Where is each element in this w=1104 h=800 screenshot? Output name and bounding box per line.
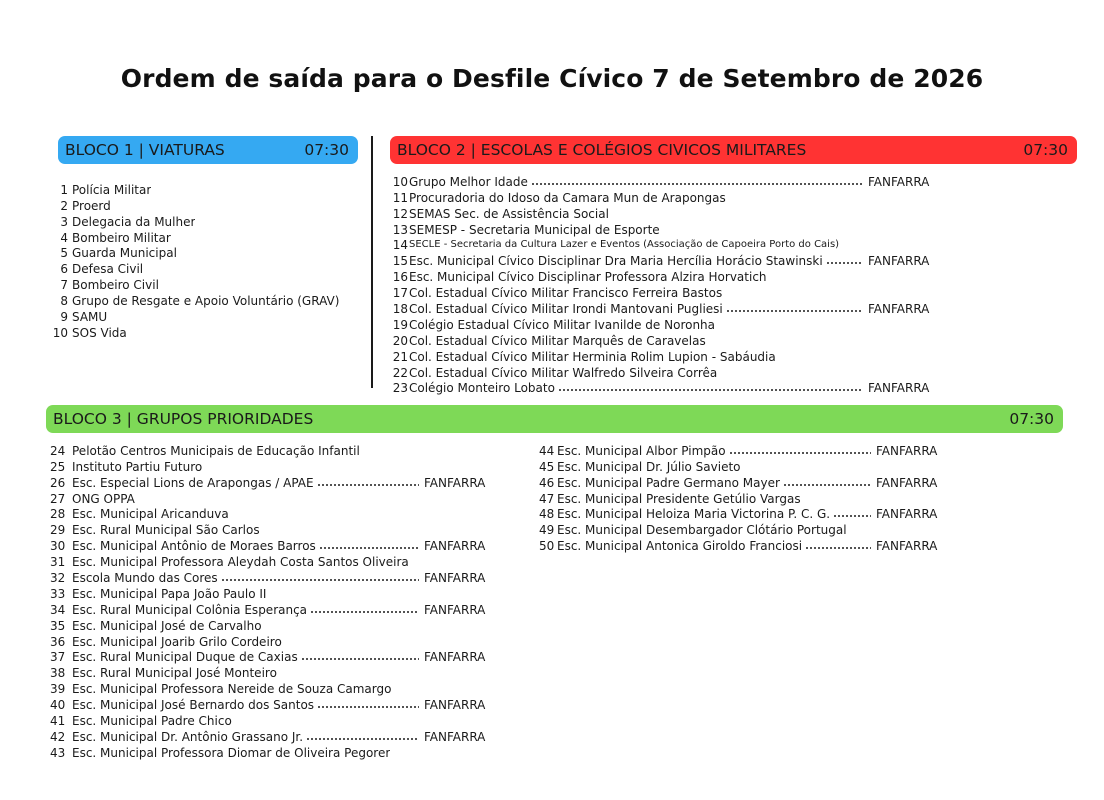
dotted-leader: [531, 183, 863, 185]
list-item: [46, 602, 485, 618]
item-number: 5: [60, 246, 68, 261]
fanfarra-tag: FANFARRA: [424, 729, 486, 744]
item-number: 9: [60, 310, 68, 325]
item-number: 2: [60, 198, 68, 213]
item-name: Esc. Municipal Professora Aleydah Costa Santos Oliveira: [72, 555, 409, 570]
bloco-3-list-left: [46, 443, 485, 761]
item-name: Esc. Municipal Presidente Getúlio Vargas: [557, 491, 801, 506]
bloco-2-time: 07:30: [1023, 141, 1068, 159]
item-number: 14: [392, 238, 408, 253]
item-number: 13: [392, 222, 408, 237]
dotted-leader: [301, 658, 419, 660]
item-name: Escola Mundo das Cores: [72, 571, 218, 586]
fanfarra-tag: FANFARRA: [876, 507, 938, 522]
item-name: Esc. Especial Lions de Arapongas / APAE: [72, 475, 314, 490]
item-name: Esc. Municipal Joarib Grilo Cordeiro: [72, 634, 282, 649]
item-number: 49: [539, 523, 555, 538]
item-number: 37: [50, 650, 66, 665]
item-name: Esc. Rural Municipal Duque de Caxias: [72, 650, 298, 665]
item-name: Col. Estadual Cívico Militar Walfredo Silveira Corrêa: [409, 365, 718, 380]
item-number: 10: [392, 174, 408, 189]
item-number: 41: [50, 714, 66, 729]
dotted-leader: [558, 389, 863, 391]
list-item: [46, 475, 485, 491]
list-item: [46, 681, 485, 697]
fanfarra-tag: FANFARRA: [868, 254, 930, 269]
item-number: 15: [392, 254, 408, 269]
list-item: [388, 206, 929, 222]
item-name: Colégio Monteiro Lobato: [409, 381, 555, 396]
item-number: 38: [50, 666, 66, 681]
item-number: 24: [50, 443, 66, 458]
list-item: [46, 570, 485, 586]
list-item: [46, 665, 485, 681]
item-number: 36: [50, 634, 66, 649]
list-item: [46, 507, 485, 523]
item-name: Esc. Municipal Heloiza Maria Victorina P. C. G.: [557, 507, 831, 522]
list-item: [52, 198, 339, 214]
item-name: Esc. Rural Municipal José Monteiro: [72, 666, 277, 681]
fanfarra-tag: FANFARRA: [424, 475, 486, 490]
bloco-1-header: [58, 136, 358, 164]
dotted-leader: [805, 547, 871, 549]
list-item: [388, 317, 929, 333]
item-name: Esc. Municipal Antonica Giroldo Franciosi: [557, 539, 803, 554]
bloco-2-header: [390, 136, 1077, 164]
dotted-leader: [729, 452, 871, 454]
item-number: 48: [539, 507, 555, 522]
item-number: 40: [50, 698, 66, 713]
item-number: 32: [50, 571, 66, 586]
list-item: [388, 238, 929, 254]
dotted-leader: [317, 484, 419, 486]
list-item: [536, 459, 937, 475]
list-item: [46, 522, 485, 538]
item-name: Esc. Municipal Antônio de Moraes Barros: [72, 539, 316, 554]
item-name: SECLE - Secretaria da Cultura Lazer e Eventos (Associação de Capoeira Porto do Cais): [409, 239, 840, 251]
fanfarra-tag: FANFARRA: [876, 443, 938, 458]
item-name: Esc. Rural Municipal Colônia Esperança: [72, 602, 308, 617]
item-name: ONG OPPA: [72, 491, 135, 506]
dotted-leader: [221, 579, 419, 581]
item-number: 44: [539, 443, 555, 458]
list-item: [388, 269, 929, 285]
item-name: Grupo Melhor Idade: [409, 174, 528, 189]
list-item: [46, 729, 485, 745]
item-number: 50: [539, 539, 555, 554]
bloco-1-time: 07:30: [304, 141, 349, 159]
list-item: [52, 214, 339, 230]
dotted-leader: [783, 484, 871, 486]
fanfarra-tag: FANFARRA: [876, 475, 938, 490]
item-name: Esc. Municipal Professora Nereide de Souza Camargo: [72, 682, 392, 697]
item-name: Esc. Municipal José Bernardo dos Santos: [72, 698, 315, 713]
item-number: 18: [392, 302, 408, 317]
item-number: 29: [50, 523, 66, 538]
list-item: [388, 174, 929, 190]
dotted-leader: [317, 706, 419, 708]
item-number: 21: [392, 349, 408, 364]
item-number: 22: [392, 365, 408, 380]
list-item: [52, 182, 339, 198]
item-name: Col. Estadual Cívico Militar Irondi Mantovani Pugliesi: [409, 302, 723, 317]
item-name: Polícia Militar: [72, 182, 152, 197]
item-number: 47: [539, 491, 555, 506]
item-name: Pelotão Centros Municipais de Educação Infantil: [72, 443, 360, 458]
item-name: Proerd: [72, 198, 111, 213]
list-item: [536, 475, 937, 491]
item-name: Col. Estadual Cívico Militar Herminia Rolim Lupion - Sabáudia: [409, 349, 776, 364]
bloco-2-list: [388, 174, 929, 396]
item-name: Grupo de Resgate e Apoio Voluntário (GRAV): [72, 294, 340, 309]
item-number: 4: [60, 230, 68, 245]
item-name: Esc. Municipal Aricanduva: [72, 507, 229, 522]
item-number: 7: [60, 278, 68, 293]
item-name: Colégio Estadual Cívico Militar Ivanilde de Noronha: [409, 317, 716, 332]
list-item: [388, 349, 929, 365]
dotted-leader: [310, 611, 419, 613]
item-number: 35: [50, 618, 66, 633]
list-item: [388, 285, 929, 301]
item-number: 17: [392, 286, 408, 301]
list-item: [46, 459, 485, 475]
item-name: SAMU: [72, 310, 108, 325]
item-name: SEMESP - Secretaria Municipal de Esporte: [409, 222, 660, 237]
list-item: [46, 697, 485, 713]
bloco-1-label: BLOCO 1 | VIATURAS: [65, 141, 225, 159]
list-item: [388, 190, 929, 206]
list-item: [52, 293, 339, 309]
bloco-3-header: [46, 405, 1063, 433]
list-item: [388, 381, 929, 397]
item-number: 3: [60, 214, 68, 229]
item-number: 33: [50, 586, 66, 601]
item-name: SEMAS Sec. de Assistência Social: [409, 206, 609, 221]
list-item: [46, 618, 485, 634]
item-number: 43: [50, 745, 66, 760]
item-name: Col. Estadual Cívico Militar Francisco Ferreira Bastos: [409, 286, 723, 301]
list-item: [536, 491, 937, 507]
fanfarra-tag: FANFARRA: [876, 539, 938, 554]
item-number: 12: [392, 206, 408, 221]
item-name: Esc. Municipal Padre Chico: [72, 714, 232, 729]
item-name: Col. Estadual Cívico Militar Marquês de Caravelas: [409, 333, 706, 348]
item-name: SOS Vida: [72, 325, 127, 340]
item-name: Esc. Municipal Albor Pimpão: [557, 443, 726, 458]
list-item: [388, 333, 929, 349]
item-number: 31: [50, 555, 66, 570]
item-name: Esc. Municipal Professora Diomar de Oliveira Pegorer: [72, 745, 391, 760]
item-number: 27: [50, 491, 66, 506]
fanfarra-tag: FANFARRA: [424, 698, 486, 713]
list-item: [46, 538, 485, 554]
bloco-3-list-right: [536, 443, 937, 554]
item-number: 16: [392, 270, 408, 285]
list-item: [46, 443, 485, 459]
list-item: [46, 491, 485, 507]
item-number: 25: [50, 459, 66, 474]
list-item: [536, 538, 937, 554]
item-name: Esc. Municipal Desembargador Clótário Portugal: [557, 523, 847, 538]
list-item: [46, 586, 485, 602]
item-number: 26: [50, 475, 66, 490]
item-number: 39: [50, 682, 66, 697]
item-number: 19: [392, 317, 408, 332]
item-number: 34: [50, 602, 66, 617]
list-item: [46, 745, 485, 761]
item-name: Esc. Municipal Padre Germano Mayer: [557, 475, 780, 490]
item-number: 11: [392, 190, 408, 205]
fanfarra-tag: FANFARRA: [424, 602, 486, 617]
page-title: Ordem de saída para o Desfile Cívico 7 de Setembro de 2026: [120, 64, 984, 93]
list-item: [536, 443, 937, 459]
item-name: Instituto Partiu Futuro: [72, 459, 203, 474]
dotted-leader: [833, 515, 871, 517]
item-number: 30: [50, 539, 66, 554]
list-item: [52, 261, 339, 277]
item-number: 10: [52, 325, 68, 340]
item-name: Delegacia da Mulher: [72, 214, 196, 229]
item-name: Esc. Rural Municipal São Carlos: [72, 523, 260, 538]
list-item: [52, 246, 339, 262]
list-item: [46, 634, 485, 650]
list-item: [46, 713, 485, 729]
item-number: 42: [50, 729, 66, 744]
bloco-3-time: 07:30: [1009, 410, 1054, 428]
fanfarra-tag: FANFARRA: [868, 302, 930, 317]
list-item: [536, 507, 937, 523]
fanfarra-tag: FANFARRA: [424, 650, 486, 665]
item-name: Esc. Municipal José de Carvalho: [72, 618, 262, 633]
item-number: 46: [539, 475, 555, 490]
column-divider: [371, 136, 373, 388]
list-item: [46, 554, 485, 570]
item-name: Bombeiro Militar: [72, 230, 171, 245]
item-number: 8: [60, 294, 68, 309]
list-item: [46, 650, 485, 666]
list-item: [388, 301, 929, 317]
dotted-leader: [319, 547, 419, 549]
item-name: Esc. Municipal Cívico Disciplinar Professora Alzira Horvatich: [409, 270, 767, 285]
item-number: 28: [50, 507, 66, 522]
item-name: Esc. Municipal Dr. Júlio Savieto: [557, 459, 741, 474]
item-name: Guarda Municipal: [72, 246, 177, 261]
list-item: [52, 309, 339, 325]
item-name: Esc. Municipal Cívico Disciplinar Dra Maria Hercília Horácio Stawinski: [409, 254, 823, 269]
list-item: [388, 253, 929, 269]
list-item: [52, 325, 339, 341]
item-number: 1: [60, 182, 68, 197]
item-number: 23: [392, 381, 408, 396]
bloco-2-label: BLOCO 2 | ESCOLAS E COLÉGIOS CIVICOS MILITARES: [397, 141, 807, 159]
item-name: Defesa Civil: [72, 262, 144, 277]
fanfarra-tag: FANFARRA: [424, 539, 486, 554]
list-item: [388, 222, 929, 238]
item-name: Bombeiro Civil: [72, 278, 159, 293]
bloco-1-list: [52, 182, 339, 341]
dotted-leader: [306, 738, 419, 740]
dotted-leader: [726, 310, 863, 312]
dotted-leader: [826, 262, 863, 264]
fanfarra-tag: FANFARRA: [868, 381, 930, 396]
item-name: Procuradoria do Idoso da Camara Mun de Arapongas: [409, 190, 726, 205]
item-number: 20: [392, 333, 408, 348]
list-item: [536, 522, 937, 538]
item-name: Esc. Municipal Papa João Paulo II: [72, 586, 267, 601]
list-item: [388, 365, 929, 381]
item-name: Esc. Municipal Dr. Antônio Grassano Jr.: [72, 729, 304, 744]
list-item: [52, 277, 339, 293]
fanfarra-tag: FANFARRA: [868, 174, 930, 189]
item-number: 6: [60, 262, 68, 277]
fanfarra-tag: FANFARRA: [424, 571, 486, 586]
bloco-3-label: BLOCO 3 | GRUPOS PRIORIDADES: [53, 410, 314, 428]
item-number: 45: [539, 459, 555, 474]
list-item: [52, 230, 339, 246]
